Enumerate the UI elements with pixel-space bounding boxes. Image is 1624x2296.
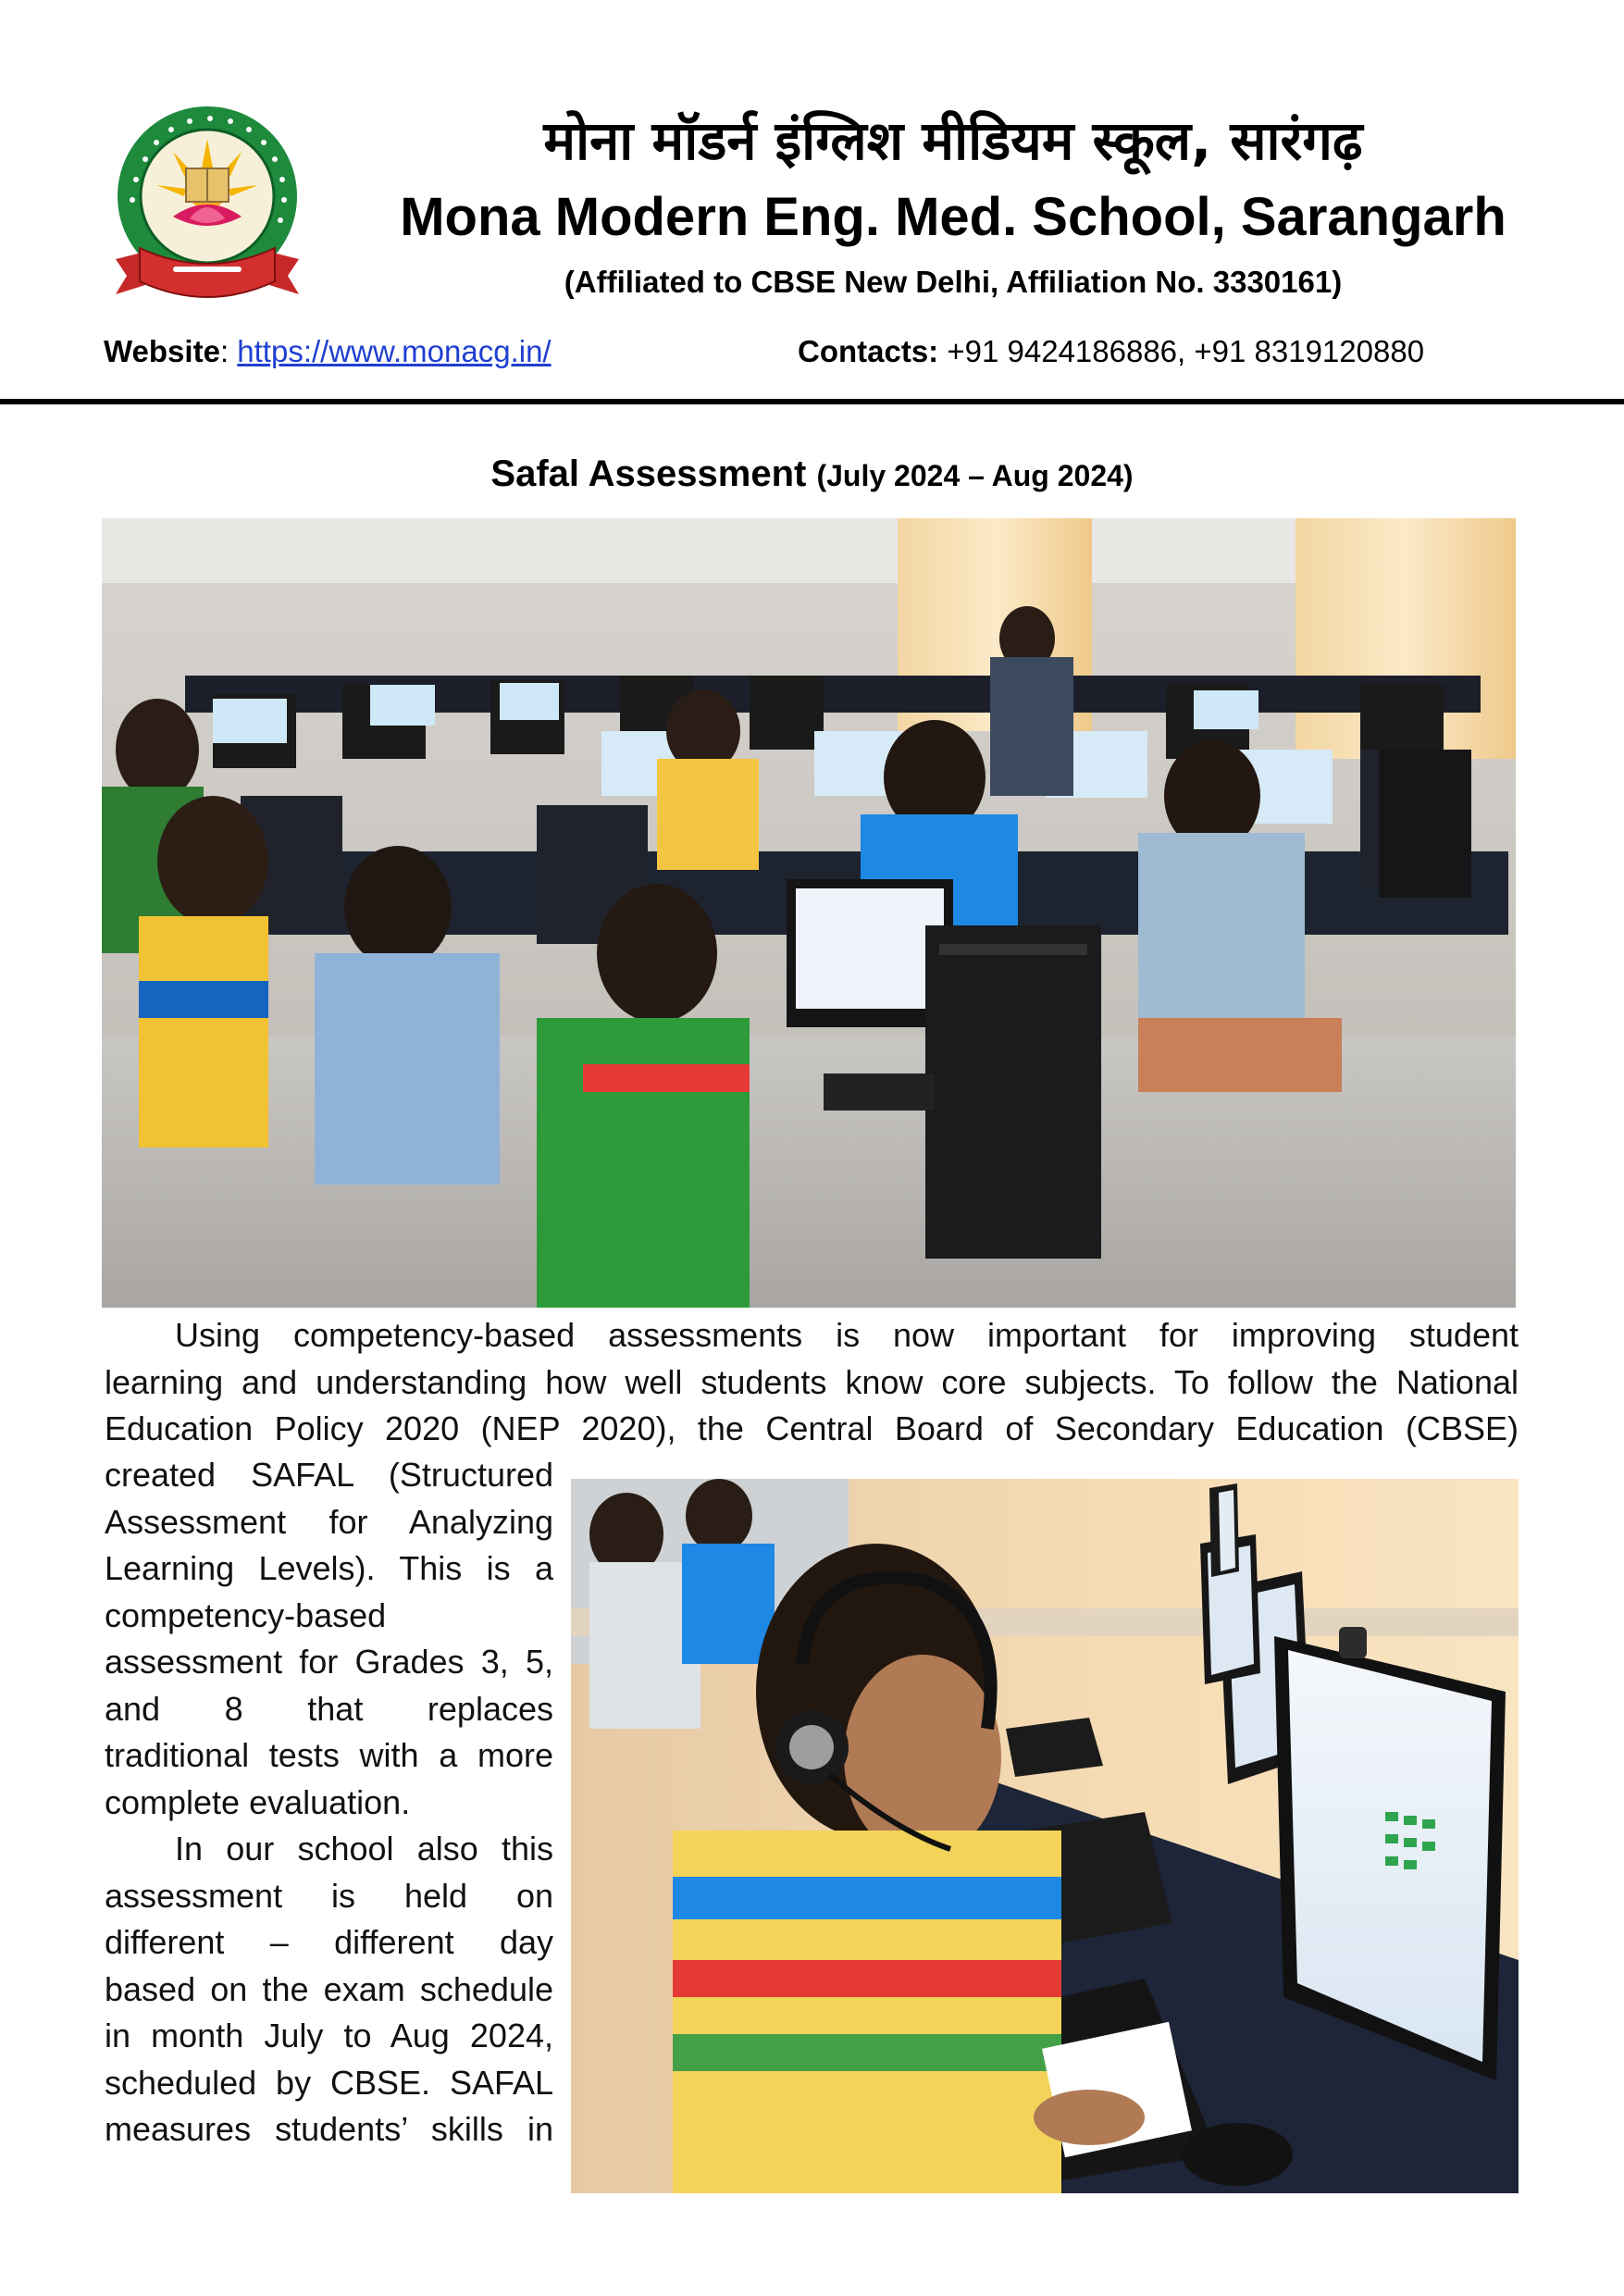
contacts-line <box>798 331 1424 372</box>
article-line-14: different – different day <box>105 1923 553 1961</box>
article-line-6: Learning Levels). This is a <box>105 1549 553 1587</box>
article-line-15: based on the exam schedule <box>105 1969 553 2008</box>
header-divider <box>0 399 1624 404</box>
article-intro-paragraph <box>105 1312 1519 1453</box>
article-line-17: scheduled by CBSE. SAFAL <box>105 2063 553 2102</box>
affiliation-note: (Affiliated to CBSE New Delhi, Affiliation No. 3330161) <box>564 265 1343 299</box>
website-link[interactable]: https://www.monacg.in/ <box>237 334 552 368</box>
article-line-11: complete evaluation. <box>105 1782 411 1821</box>
contacts-label: Contacts: <box>798 334 939 368</box>
article-title-text: Safal Assessment <box>490 453 807 494</box>
article-line-7: competency-based <box>105 1595 387 1634</box>
article-line-4: created SAFAL (Structured <box>105 1456 553 1494</box>
website-line: Website: https://www.monacg.in/ <box>104 334 552 368</box>
contacts-phone-numbers: +91 9424186886, +91 8319120880 <box>947 334 1425 368</box>
article-line-13: assessment is held on <box>105 1876 553 1915</box>
school-name-english: Mona Modern Eng. Med. School, Sarangarh <box>400 187 1506 247</box>
article-line-2: learning and understanding how well students know core subjects. To follow the National <box>105 1362 1519 1401</box>
article-line-16: in month July to Aug 2024, <box>105 2017 553 2054</box>
article-column-text <box>105 1452 553 2153</box>
article-line-9: and 8 that replaces <box>105 1689 553 1728</box>
article-line-8: assessment for Grades 3, 5, <box>105 1643 553 1681</box>
computer-lab-assessment-photo <box>102 518 1516 1308</box>
website-label: Website <box>104 334 220 368</box>
article-dates: (July 2024 – Aug 2024) <box>816 459 1134 492</box>
student-at-computer-photo <box>571 1479 1519 2193</box>
article-line-12: In our school also this <box>175 1830 553 1868</box>
article-line-10: traditional tests with a more <box>105 1736 553 1774</box>
article-line-18: measures students’ skills in <box>105 2110 553 2148</box>
article-title <box>0 448 1624 502</box>
school-name-hindi: मोना मॉडर्न इंग्लिश मीडियम स्कूल, सारंगढ़ <box>543 109 1363 172</box>
article-line-3: Education Policy 2020 (NEP 2020), the Central Board of Secondary Education (CBSE) <box>105 1409 1519 1447</box>
article-line-5: Assessment for Analyzing <box>105 1502 553 1541</box>
article-line-1: Using competency-based assessments is now important for improving student <box>175 1316 1519 1354</box>
school-logo <box>108 104 306 309</box>
